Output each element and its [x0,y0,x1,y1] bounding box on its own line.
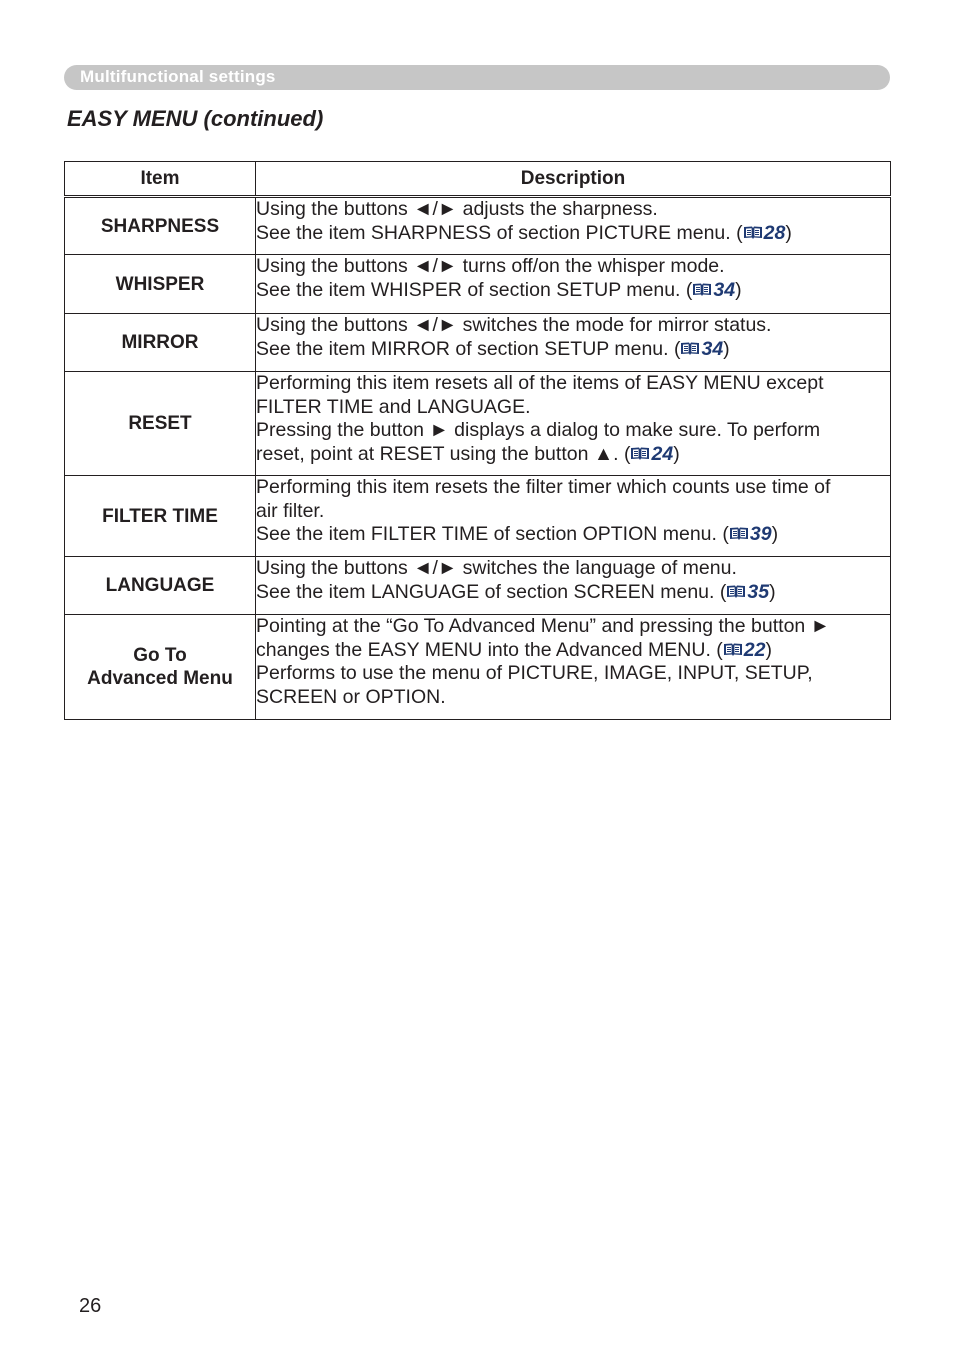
description-text: See the item MIRROR of section SETUP menu. ( [256,337,681,360]
description-line: Performing this item resets all of the items of EASY MENU except [256,372,824,394]
item-description [256,557,891,615]
column-header-description: Description [256,162,891,197]
table-row-filter-time [65,476,891,557]
description-text: ) [771,523,779,545]
page-title: EASY MENU (continued) [67,106,324,131]
page-reference[interactable] [630,443,673,465]
book-icon [692,282,712,297]
reference-page-number: 39 [749,523,772,545]
page-number: 26 [79,1295,102,1317]
page-reference[interactable] [729,523,772,545]
item-name: SHARPNESS [65,197,256,255]
item-name: MIRROR [65,314,256,372]
page-reference[interactable] [723,639,766,661]
item-description [256,372,891,476]
reference-page-number: 35 [747,580,770,603]
description-text: See the item LANGUAGE of section SCREEN menu. ( [256,580,727,603]
description-line [256,581,890,605]
description-line: Using the buttons ◄/► adjusts the sharpness. [256,198,658,220]
item-description [256,255,891,314]
item-name: LANGUAGE [65,557,256,615]
description-line: Pointing at the “Go To Advanced Menu” and pressing the button ► [256,615,830,637]
page-reference[interactable] [743,222,786,244]
description-line: Using the buttons ◄/► switches the mode for mirror status. [256,314,772,336]
item-name: RESET [65,372,256,476]
description-line [256,222,890,246]
description-text: See the item FILTER TIME of section OPTION menu. ( [256,523,729,545]
page-reference[interactable] [726,581,769,603]
item-description [256,314,891,372]
description-text: changes the EASY MENU into the Advanced MENU. ( [256,638,723,661]
description-text: ) [769,580,776,603]
description-line [256,279,890,303]
description-text: ) [735,278,742,301]
reference-page-number: 28 [763,221,786,244]
item-description [256,615,891,720]
reference-page-number: 34 [701,337,724,360]
item-description [256,476,891,557]
book-icon [723,642,743,657]
description-text: See the item SHARPNESS of section PICTURE menu. ( [256,221,743,244]
description-line: Pressing the button ► displays a dialog to make sure. To perform [256,419,821,441]
description-text: ) [723,337,730,360]
description-text: ) [673,442,680,465]
book-icon [726,584,746,599]
table-row-mirror [65,314,891,372]
description-text: ) [785,221,792,244]
description-line [256,443,890,467]
description-line: air filter. [256,499,325,522]
description-line [256,523,890,547]
reference-page-number: 22 [743,638,766,661]
section-label: Multifunctional settings [80,67,276,86]
description-line [256,639,890,663]
column-header-item: Item [65,162,256,197]
table-row-reset [65,372,891,476]
book-icon [729,526,749,541]
table-row-language [65,557,891,615]
description-line [256,338,890,362]
section-banner [64,65,890,90]
description-line: FILTER TIME and LANGUAGE. [256,395,531,418]
book-icon [743,225,763,240]
table-row-go-to-advanced-menu [65,615,891,720]
item-name: FILTER TIME [65,476,256,557]
description-line: Performing this item resets the filter timer which counts use time of [256,476,831,498]
item-name [65,615,256,720]
book-icon [630,446,650,461]
item-name-line: Advanced Menu [87,668,233,689]
item-description [256,197,891,255]
page-reference[interactable] [692,279,735,301]
item-name: WHISPER [65,255,256,314]
menu-items-table [64,161,891,720]
table-row-whisper [65,255,891,314]
description-text: ) [765,638,772,661]
description-line: Performs to use the menu of PICTURE, IMAGE, INPUT, SETUP, [256,662,813,684]
description-line: Using the buttons ◄/► turns off/on the whisper mode. [256,255,725,277]
table-row-sharpness [65,197,891,255]
description-text: reset, point at RESET using the button ▲. ( [256,442,631,465]
table-header-row [65,162,891,197]
description-line: Using the buttons ◄/► switches the language of menu. [256,557,737,579]
item-name-line: Go To [133,645,187,666]
description-text: See the item WHISPER of section SETUP menu. ( [256,278,693,301]
reference-page-number: 34 [713,278,736,301]
book-icon [680,341,700,356]
reference-page-number: 24 [651,442,674,465]
page-reference[interactable] [680,338,723,360]
description-line: SCREEN or OPTION. [256,685,446,708]
